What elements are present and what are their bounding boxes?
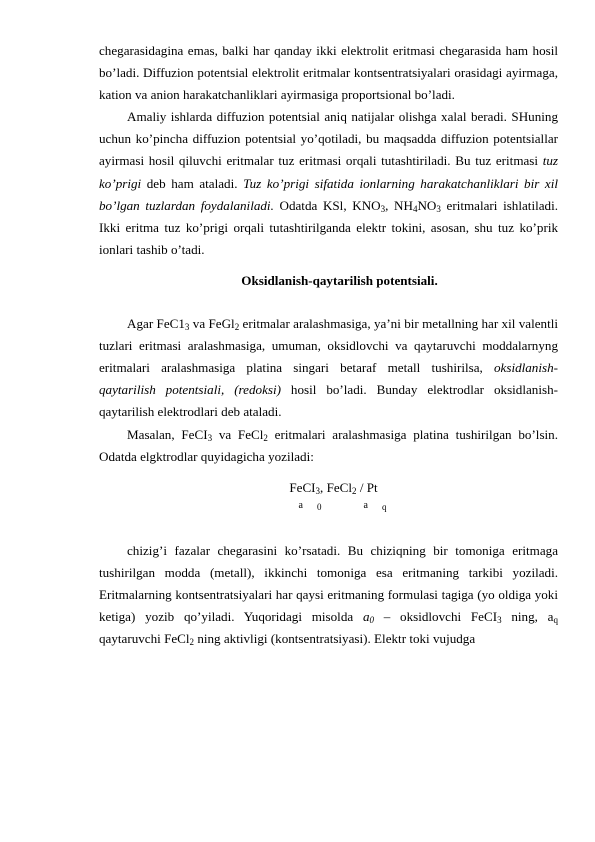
subscript: q (553, 615, 558, 626)
electrode-formula (99, 477, 558, 499)
paragraph-diffusion-intro: chegarasidagina emas, balki har qanday ikki elektrolit eritmasi chegarasida ham hosil bo’ladi. Diffuzion potentsial elektrolit eritmalar kontsentratsiyalari orasidagi ayirmaga, kation va anion harakatchanliklari ayirmasiga proportsional bo’ladi. (99, 43, 558, 103)
text-run: eritmalari ishlatiladi. Ikki eritma tuz ko’prigi orqali tutashtirilganda elektr tokini, asosan, shu tuz ko’prik ionlari tashib o’tadi. (99, 197, 558, 257)
subscript: 2 (234, 322, 240, 333)
text-run: va FeCl (212, 426, 264, 442)
activity-oxidizer: a $_0$ (298, 499, 322, 512)
subscript: 3 (436, 203, 441, 214)
text-run: NO (417, 197, 437, 213)
activity-reducer: a $_q$ (363, 499, 387, 512)
symbol-a0: $a_0$ (362, 609, 374, 626)
section-heading: Oksidlanish-qaytarilish potentsiali. (241, 272, 438, 288)
text-run: eritmalar aralashmasiga, ya’ni bir metallning har xil valentli tuzlari eritmasi aralashmasiga, umuman, oksidlovchi va qaytaruvchi moddalarnyng eritmalari aralashmasiga platina singari betaraf metall tushirilsa, (99, 316, 559, 376)
document-page (99, 40, 558, 650)
text-run: Masalan, FeCI (127, 426, 208, 442)
subscript: 3 (207, 432, 213, 443)
text-run: Odatda KSl, KNO (273, 197, 381, 213)
paragraph-salt-bridge (99, 106, 558, 261)
text-run: FeCI (289, 479, 316, 495)
text-run: va FeGl (189, 316, 235, 332)
definition-salt-bridge: Tuz ko’prigi sifatida ionlarning harakatchanliklari bir xil bo’lgan tuzlardan foydalaniladi. (99, 175, 558, 213)
subscript: 3 (184, 322, 190, 333)
text-run: Agar FeC1 (127, 316, 185, 332)
subscript: 2 (352, 485, 357, 496)
text-run: ning, a (501, 609, 554, 625)
subscript: 2 (189, 637, 195, 648)
text-run: / Pt (356, 479, 378, 495)
text-run: eritmalari aralashmasiga platina tushirilgan bo’lsin. Odatda elgktrodlar quyidagicha yoziladi: (99, 426, 558, 464)
text-run: , FeCl (320, 479, 353, 495)
term-redox-potential: oksidlanish-qaytarilish potentsiali, (redoksi) (99, 360, 558, 398)
term-salt-bridge: tuz ko’prigi (99, 153, 558, 191)
text-run: ning aktivligi (kontsentratsiyasi). Elektr toki vujudga (194, 631, 476, 647)
text-run: Amaliy ishlarda diffuzion potentsial aniq natijalar olishga xalal beradi. SHuning uchun ko’pincha diffuzion potentsial yo’qotiladi, bu maqsadda diffuzion potentsiallar ayirmasi hosil qiluvchi eritmalar tuz eritmasi orqali tutashtiriladi. Bu tuz eritmasi (99, 109, 558, 169)
paragraph-redox-intro (99, 313, 558, 423)
text-run: hosil bo’ladi. Bunday elektrodlar oksidlanish-qaytarilish elektrodlari deb ataladi. (99, 382, 558, 420)
text-run: qaytaruvchi FeCl (99, 631, 190, 647)
text-run: deb ham ataladi. (141, 175, 244, 191)
paragraph-example (99, 424, 558, 468)
text-run: – oksidlovchi FeCI (373, 609, 498, 625)
subscript: 3 (315, 485, 321, 496)
subscript: 3 (380, 203, 386, 214)
formula-activities (99, 499, 558, 513)
text-run: , NH (385, 197, 413, 213)
subscript: 3 (497, 615, 502, 626)
paragraph-phase-boundary (99, 540, 558, 650)
text-run: chizig’i fazalar chegarasini ko’rsatadi. Bu chiziqning bir tomoniga eritmaga tushirilgan modda (metall), ikkinchi tomoniga esa eritmaning tarkibi yoziladi. Eritmalarning kontsentratsiyalari har qaysi eritmaning formulasi tagiga (yo oldiga yoki ketiga) yozib qo’yiladi. Yuqoridagi misolda (99, 542, 558, 625)
subscript: 4 (412, 203, 418, 214)
subscript: 2 (263, 432, 268, 443)
